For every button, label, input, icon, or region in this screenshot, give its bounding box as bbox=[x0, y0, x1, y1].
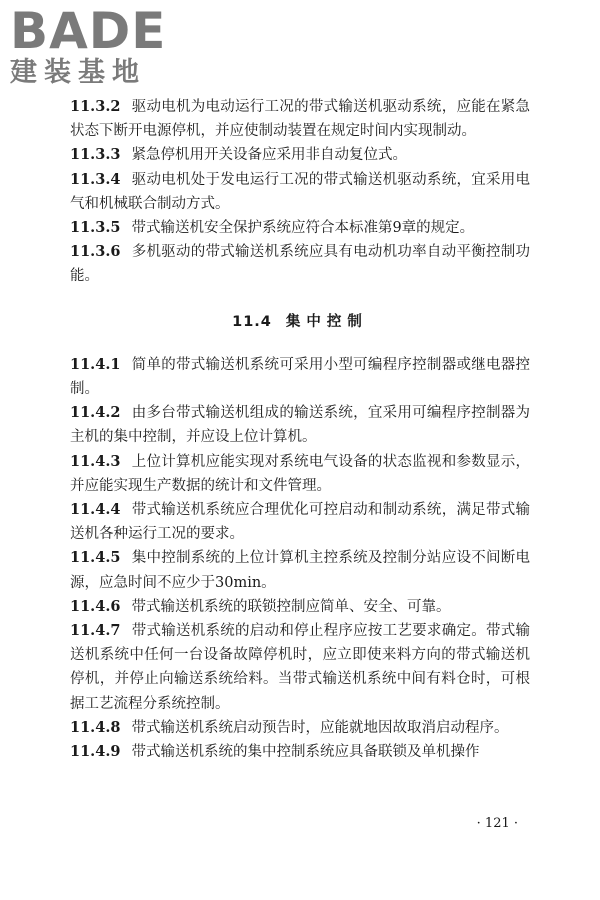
clause-number: 11.4.2 bbox=[70, 404, 121, 422]
section-number: 11.4 bbox=[232, 313, 272, 330]
clause-number: 11.3.5 bbox=[70, 219, 121, 237]
clause-number: 11.3.3 bbox=[70, 146, 121, 164]
clause-list-11-3 bbox=[70, 95, 530, 289]
clause-11-3-3 bbox=[70, 143, 530, 167]
clause-number: 11.4.8 bbox=[70, 718, 121, 736]
clause-11-4-2 bbox=[70, 401, 530, 449]
clause-11-4-9 bbox=[70, 740, 530, 764]
clause-11-3-5 bbox=[70, 216, 530, 240]
clause-11-4-6 bbox=[70, 595, 530, 619]
clause-number: 11.4.9 bbox=[70, 743, 121, 761]
clause-number: 11.4.1 bbox=[70, 355, 121, 373]
section-heading-11-4 bbox=[70, 310, 530, 334]
clause-text: 驱动电机为电动运行工况的带式输送机驱动系统，应能在紧急状态下断开电源停机，并应使制动装置在规定时间内实现制动。 bbox=[70, 99, 530, 140]
clause-11-3-6 bbox=[70, 240, 530, 288]
section-title: 集中控制 bbox=[285, 313, 368, 330]
clause-text: 多机驱动的带式输送机系统应具有电动机功率自动平衡控制功能。 bbox=[70, 244, 530, 285]
clause-text: 带式输送机系统的联锁控制应简单、安全、可靠。 bbox=[131, 598, 451, 615]
clause-number: 11.4.5 bbox=[70, 549, 121, 567]
clause-text: 紧急停机用开关设备应采用非自动复位式。 bbox=[131, 147, 407, 164]
clause-text: 带式输送机安全保护系统应符合本标准第9章的规定。 bbox=[131, 220, 475, 237]
publisher-logo bbox=[10, 2, 185, 88]
clause-11-3-2 bbox=[70, 95, 530, 143]
clause-11-4-8 bbox=[70, 716, 530, 740]
page-number: · 121 · bbox=[476, 816, 518, 831]
clause-11-4-1 bbox=[70, 353, 530, 401]
clause-number: 11.3.4 bbox=[70, 170, 121, 188]
clause-11-4-7 bbox=[70, 619, 530, 716]
clause-text: 由多台带式输送机组成的输送系统，宜采用可编程序控制器为主机的集中控制，并应设上位计算机。 bbox=[70, 405, 530, 446]
document-body bbox=[70, 95, 530, 764]
clause-text: 带式输送机系统启动预告时，应能就地因故取消启动程序。 bbox=[131, 719, 509, 736]
clause-number: 11.4.3 bbox=[70, 452, 121, 470]
clause-list-11-4 bbox=[70, 353, 530, 764]
clause-text: 简单的带式输送机系统可采用小型可编程序控制器或继电器控制。 bbox=[70, 356, 530, 398]
clause-11-4-4 bbox=[70, 498, 530, 546]
clause-text: 驱动电机处于发电运行工况的带式输送机驱动系统，宜采用电气和机械联合制动方式。 bbox=[70, 171, 530, 212]
clause-number: 11.3.2 bbox=[70, 98, 121, 115]
clause-number: 11.4.6 bbox=[70, 597, 121, 615]
clause-11-3-4 bbox=[70, 168, 530, 216]
clause-text: 带式输送机系统应合理优化可控启动和制动系统，满足带式输送机各种运行工况的要求。 bbox=[70, 502, 530, 543]
clause-11-4-3 bbox=[70, 450, 530, 498]
logo-subtitle: 建装基地 bbox=[10, 57, 146, 88]
logo-wordmark: BADE bbox=[10, 2, 167, 60]
clause-number: 11.4.4 bbox=[70, 501, 121, 519]
clause-number: 11.3.6 bbox=[70, 243, 121, 261]
clause-11-4-5 bbox=[70, 546, 530, 594]
clause-text: 集中控制系统的上位计算机主控系统及控制分站应设不间断电源，应急时间不应少于30min。 bbox=[70, 550, 530, 591]
clause-text: 带式输送机系统的启动和停止程序应按工艺要求确定。带式输送机系统中任何一台设备故障停机时，应立即使来料方向的带式输送机停机，并停止向输送系统给料。当带式输送机系统中间有料仓时，可根据工艺流程分系统控制。 bbox=[70, 623, 530, 712]
clause-text: 上位计算机应能实现对系统电气设备的状态监视和参数显示，并应能实现生产数据的统计和文件管理。 bbox=[70, 453, 530, 494]
clause-text: 带式输送机系统的集中控制系统应具备联锁及单机操作 bbox=[131, 744, 480, 761]
clause-number: 11.4.7 bbox=[70, 622, 121, 640]
